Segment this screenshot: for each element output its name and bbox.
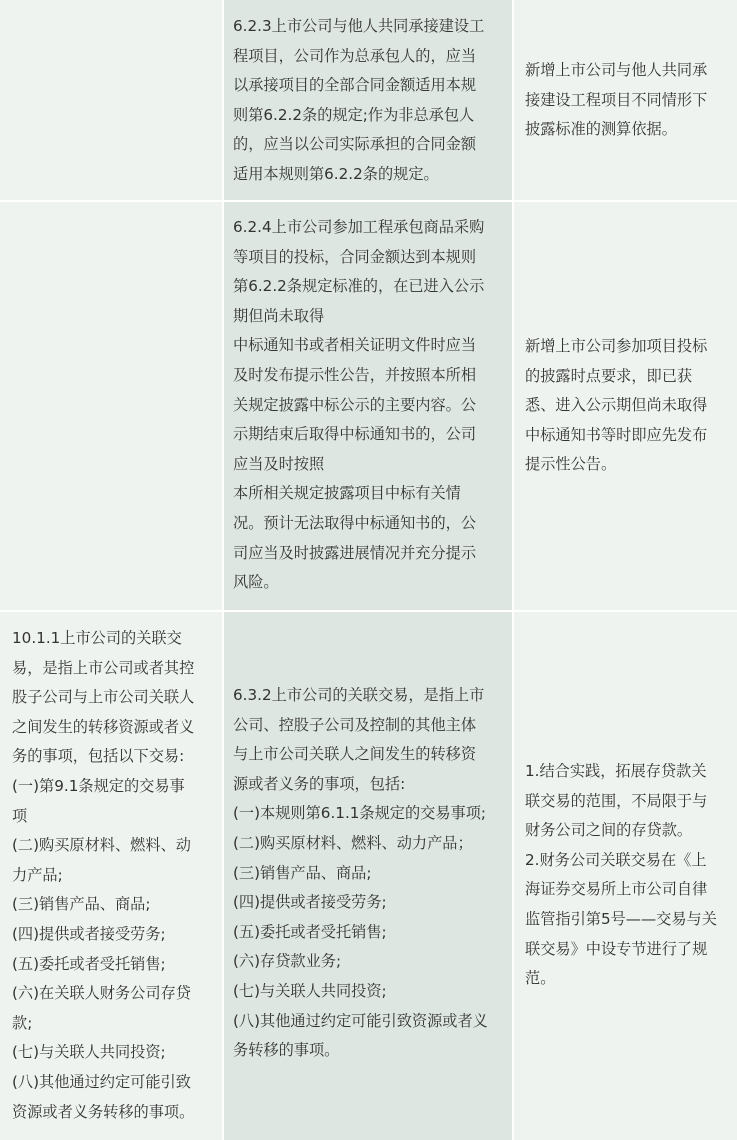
- text-line: 10.1.1上市公司的关联交: [12, 629, 182, 647]
- text-line: 6.2.4上市公司参加工程承包商品采购: [233, 218, 485, 236]
- text-line: 风险。: [233, 573, 279, 592]
- text-line: (三)销售产品、商品;: [12, 895, 151, 914]
- text-line: (四)提供或者接受劳务;: [12, 924, 166, 943]
- text-line: 新增上市公司参加项目投标: [525, 337, 708, 355]
- text-line: 悉、进入公示期但尚未取得: [525, 396, 708, 415]
- text-line: (四)提供或者接受劳务;: [233, 893, 387, 912]
- revision-note-cell: [514, 202, 737, 610]
- table-row: [0, 612, 737, 1140]
- text-line: 中标通知书等时即应先发布: [525, 425, 708, 444]
- text-line: 程项目，公司作为总承包人的，应当: [233, 46, 476, 65]
- text-line: 况。预计无法取得中标通知书的，公: [233, 513, 476, 532]
- revision-note-cell: [514, 0, 737, 200]
- original-rule-cell: [0, 202, 222, 610]
- text-line: 款;: [12, 1013, 33, 1032]
- text-line: 本所相关规定披露项目中标有关情: [233, 484, 461, 503]
- text-line: 联交易》中设专节进行了规: [525, 939, 708, 958]
- text-line: 联交易的范围，不局限于与: [525, 791, 708, 810]
- revised-rule-cell: [224, 612, 512, 1140]
- text-line: 第6.2.2条规定标准的，在已进入公示: [233, 277, 485, 296]
- text-line: 6.3.2上市公司的关联交易，是指上市: [233, 686, 485, 704]
- text-line: 司应当及时披露进展情况并充分提示: [233, 543, 476, 562]
- text-line: 力产品;: [12, 865, 63, 884]
- text-line: 适用本规则第6.2.2条的规定。: [233, 164, 439, 183]
- text-line: 以承接项目的全部合同金额适用本规: [233, 76, 476, 95]
- text-line: 期但尚未取得: [233, 306, 325, 325]
- text-line: 源或者义务的事项，包括:: [233, 774, 406, 793]
- text-line: 财务公司之间的存贷款。: [525, 821, 693, 840]
- text-line: (一)第9.1条规定的交易事: [12, 776, 185, 795]
- text-line: (八)其他通过约定可能引致资源或者义: [233, 1011, 488, 1030]
- text-line: 披露标准的测算依据。: [525, 120, 677, 139]
- revision-note-cell: [514, 612, 737, 1140]
- text-line: 股子公司与上市公司关联人: [12, 688, 195, 707]
- original-rule-cell: [0, 0, 222, 200]
- text-line: 的，应当以公司实际承担的合同金额: [233, 135, 476, 154]
- table-row: [0, 202, 737, 610]
- text-line: 的披露时点要求，即已获: [525, 366, 693, 385]
- text-line: 接建设工程项目不同情形下: [525, 90, 708, 109]
- text-line: 关规定披露中标公示的主要内容。公: [233, 395, 476, 414]
- text-line: 范。: [525, 969, 556, 988]
- text-line: 等项目的投标，合同金额达到本规则: [233, 247, 476, 266]
- text-line: 新增上市公司与他人共同承: [525, 61, 708, 79]
- text-line: 则第6.2.2条的规定;作为非总承包人: [233, 105, 475, 124]
- revised-rule-cell: [224, 0, 512, 200]
- text-line: 6.2.3上市公司与他人共同承接建设工: [233, 17, 485, 35]
- text-line: 应当及时按照: [233, 454, 325, 473]
- text-line: 项: [12, 806, 28, 825]
- text-line: (二)购买原材料、燃料、动: [12, 836, 191, 855]
- text-line: 公司、控股子公司及控制的其他主体: [233, 715, 476, 734]
- text-line: (七)与关联人共同投资;: [12, 1043, 166, 1062]
- text-line: 海证券交易所上市公司自律: [525, 880, 708, 899]
- text-line: (七)与关联人共同投资;: [233, 981, 387, 1000]
- text-line: 示期结束后取得中标通知书的，公司: [233, 425, 476, 444]
- text-line: 监管指引第5号——交易与关: [525, 909, 717, 928]
- text-line: (一)本规则第6.1.1条规定的交易事项;: [233, 804, 487, 823]
- text-line: 务的事项，包括以下交易:: [12, 747, 185, 766]
- table-row: [0, 0, 737, 200]
- text-line: 及时发布提示性公告，并按照本所相: [233, 365, 476, 384]
- text-line: (六)存贷款业务;: [233, 952, 342, 971]
- revised-rule-cell: [224, 202, 512, 610]
- text-line: 之间发生的转移资源或者义: [12, 717, 195, 736]
- text-line: 务转移的事项。: [233, 1041, 340, 1060]
- text-line: (八)其他通过约定可能引致: [12, 1072, 191, 1091]
- text-line: 易，是指上市公司或者其控: [12, 658, 195, 677]
- text-line: 资源或者义务转移的事项。: [12, 1102, 195, 1121]
- text-line: (五)委托或者受托销售;: [233, 922, 387, 941]
- text-line: (三)销售产品、商品;: [233, 863, 372, 882]
- text-line: (六)在关联人财务公司存贷: [12, 984, 191, 1003]
- original-rule-cell: [0, 612, 222, 1140]
- text-line: 中标通知书或者相关证明文件时应当: [233, 336, 476, 355]
- text-line: 2.财务公司关联交易在《上: [525, 850, 707, 869]
- text-line: 1.结合实践，拓展存贷款关: [525, 762, 707, 780]
- text-line: 与上市公司关联人之间发生的转移资: [233, 745, 476, 764]
- text-line: (二)购买原材料、燃料、动力产品；: [233, 833, 473, 852]
- text-line: 提示性公告。: [525, 455, 617, 474]
- text-line: (五)委托或者受托销售;: [12, 954, 166, 973]
